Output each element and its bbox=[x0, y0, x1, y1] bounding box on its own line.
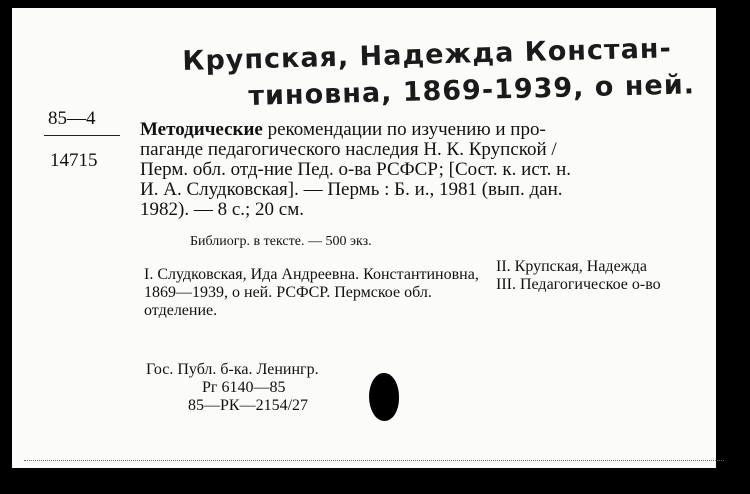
title-continuation: рекомендации по изучению и про- bbox=[262, 119, 546, 140]
ink-blot bbox=[369, 373, 399, 421]
library-reg-number: 85—РК—2154/27 bbox=[188, 397, 309, 414]
tracing-left: I. Слудковская, Ида Андреевна. Константиновна, 1869—1939, о ней. РСФСР. Пермское обл. отделение. bbox=[144, 266, 479, 319]
tracing-right bbox=[496, 258, 716, 294]
bibliography-note: Библиогр. в тексте. — 500 экз. bbox=[190, 234, 372, 249]
tracing-right-line1: II. Крупская, Надежда bbox=[496, 258, 647, 275]
title-lead-word: Методические bbox=[140, 119, 263, 140]
catalog-card bbox=[12, 8, 716, 468]
shelf-mark: 85—4 bbox=[48, 108, 96, 129]
library-code: Рг 6140—85 bbox=[202, 379, 286, 396]
description-line1 bbox=[140, 120, 700, 140]
inventory-number: 14715 bbox=[50, 150, 98, 171]
library-name: Гос. Публ. б-ка. Ленингр. bbox=[146, 361, 319, 378]
shelf-divider bbox=[44, 135, 120, 136]
card-bottom-edge bbox=[24, 460, 724, 461]
handwritten-heading-line1: Крупская, Надежда Констан- bbox=[182, 33, 673, 77]
handwritten-heading-line2: тиновна, 1869-1939, о ней. bbox=[248, 69, 696, 112]
description-line2: паганде педагогического наследия Н. К. Крупской / bbox=[140, 139, 557, 160]
description-line4: И. А. Слудковская]. — Пермь : Б. и., 1981 (вып. дан. bbox=[140, 179, 563, 200]
description-line3: Перм. обл. отд-ние Пед. о-ва РСФСР; [Сост. к. ист. н. bbox=[140, 159, 572, 180]
library-imprint bbox=[146, 361, 319, 415]
tracing-right-line2: III. Педагогическое о-во bbox=[496, 276, 661, 293]
description-line5: 1982). — 8 с.; 20 см. bbox=[140, 199, 304, 220]
bibliographic-description bbox=[140, 120, 700, 220]
